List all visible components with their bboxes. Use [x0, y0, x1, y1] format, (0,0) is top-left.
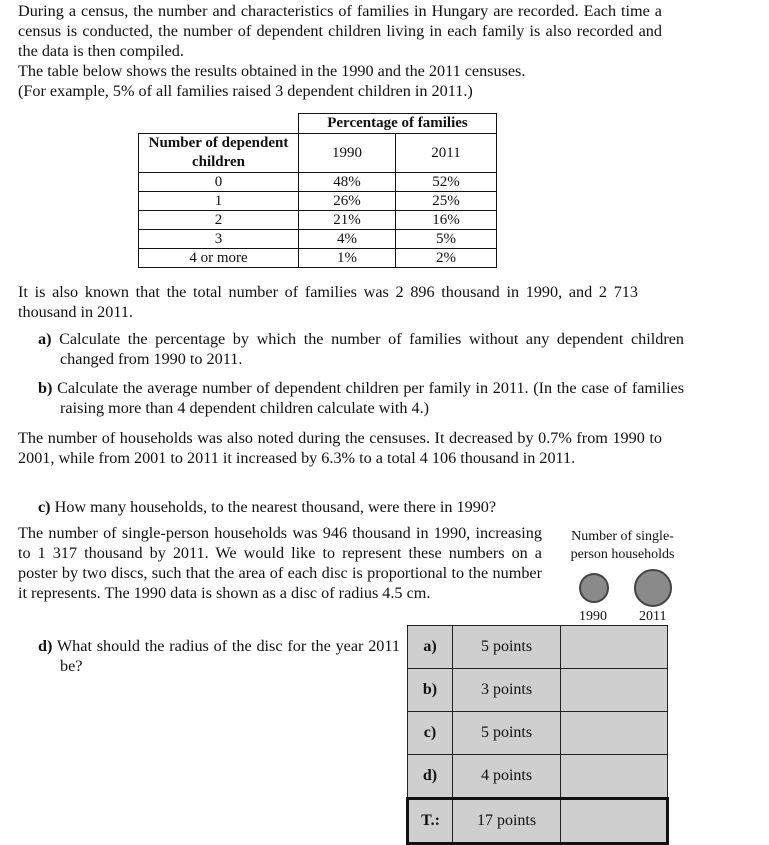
total-label-cell: T.:: [408, 799, 453, 844]
table-row: [139, 211, 497, 230]
points-table: [406, 625, 669, 845]
question-c-text: How many households, to the nearest thousand, were there in 1990?: [54, 498, 497, 516]
census-row-header: Number of dependent children: [139, 134, 299, 173]
disc-1990: [579, 573, 609, 603]
children-cell: 4 or more: [139, 249, 299, 268]
score-cell: [561, 669, 668, 712]
points-value-cell: 5 points: [453, 626, 561, 669]
census-col-2011: 2011: [396, 134, 497, 173]
disc-2011: [634, 569, 672, 607]
census-col-1990: 1990: [299, 134, 396, 173]
value-2011-cell: 5%: [396, 230, 497, 249]
question-b-label: b): [38, 379, 53, 397]
score-cell: [561, 755, 668, 799]
question-d: [38, 636, 400, 676]
points-value-cell: 3 points: [453, 669, 561, 712]
census-table-corner: [139, 114, 299, 134]
value-1990-cell: 26%: [299, 192, 396, 211]
value-2011-cell: 52%: [396, 173, 497, 192]
table-row: [139, 249, 497, 268]
points-label-cell: a): [408, 626, 453, 669]
single-person-paragraph: The number of single-person households was 946 thousand in 1990, increasing to 1 317 thousand by 2011. We would like to represent these numbers on a poster by two discs, such that the area of each disc is proportional to the number it represents. The 1990 data is shown as a disc of radius 4.5 cm.: [18, 524, 542, 602]
intro-line-3: (For example, 5% of all families raised 3 dependent children in 2011.): [18, 82, 473, 100]
value-1990-cell: 21%: [299, 211, 396, 230]
children-cell: 1: [139, 192, 299, 211]
question-c: [38, 497, 658, 517]
value-1990-cell: 1%: [299, 249, 396, 268]
table-row: [408, 669, 668, 712]
value-1990-cell: 4%: [299, 230, 396, 249]
households-paragraph: The number of households was also noted during the censuses. It decreased by 0.7% from 1990 to 2001, while from 2001 to 2011 it increased by 6.3% to a total 4 106 thousand in 2011.: [18, 429, 662, 467]
value-2011-cell: 16%: [396, 211, 497, 230]
question-b-text: Calculate the average number of dependent children per family in 2011. (In the case of families raising more than 4 dependent children calculate with 4.): [57, 379, 684, 417]
points-value-cell: 5 points: [453, 712, 561, 755]
census-table: [138, 113, 497, 268]
question-a: [38, 329, 684, 369]
table-row: [408, 755, 668, 799]
children-cell: 0: [139, 173, 299, 192]
points-label-cell: b): [408, 669, 453, 712]
intro-line-1: During a census, the number and characteristics of families in Hungary are recorded. Each time a census is conducted, the number of dependent children living in each family is also recorded and the data is then compiled.: [18, 2, 662, 60]
value-2011-cell: 2%: [396, 249, 497, 268]
table-row: [408, 626, 668, 669]
figure-title: Number of single-person households: [570, 529, 675, 562]
value-2011-cell: 25%: [396, 192, 497, 211]
value-1990-cell: 48%: [299, 173, 396, 192]
table-row: [139, 173, 497, 192]
question-c-label: c): [38, 498, 51, 516]
children-cell: 2: [139, 211, 299, 230]
disc-label-2011: 2011: [639, 609, 667, 624]
question-a-label: a): [38, 330, 52, 348]
question-d-text: What should the radius of the disc for the year 2011 be?: [56, 637, 400, 675]
question-d-label: d): [38, 637, 53, 655]
total-score-cell: [561, 799, 668, 844]
question-b: [38, 378, 684, 418]
table-row: [139, 192, 497, 211]
points-total-row: [408, 799, 668, 844]
children-cell: 3: [139, 230, 299, 249]
question-a-text: Calculate the percentage by which the number of families without any dependent children changed from 1990 to 2011.: [59, 330, 685, 368]
score-cell: [561, 626, 668, 669]
points-value-cell: 4 points: [453, 755, 561, 799]
family-totals-paragraph: It is also known that the total number of families was 2 896 thousand in 1990, and 2 713 thousand in 2011.: [18, 283, 638, 321]
table-row: [408, 712, 668, 755]
total-points-cell: 17 points: [453, 799, 561, 844]
table-row: [139, 230, 497, 249]
disc-label-1990: 1990: [579, 609, 607, 624]
points-label-cell: d): [408, 755, 453, 799]
intro-paragraph: [18, 1, 662, 101]
score-cell: [561, 712, 668, 755]
points-label-cell: c): [408, 712, 453, 755]
census-group-header: Percentage of families: [299, 114, 497, 134]
intro-line-2: The table below shows the results obtained in the 1990 and the 2011 censuses.: [18, 62, 526, 80]
